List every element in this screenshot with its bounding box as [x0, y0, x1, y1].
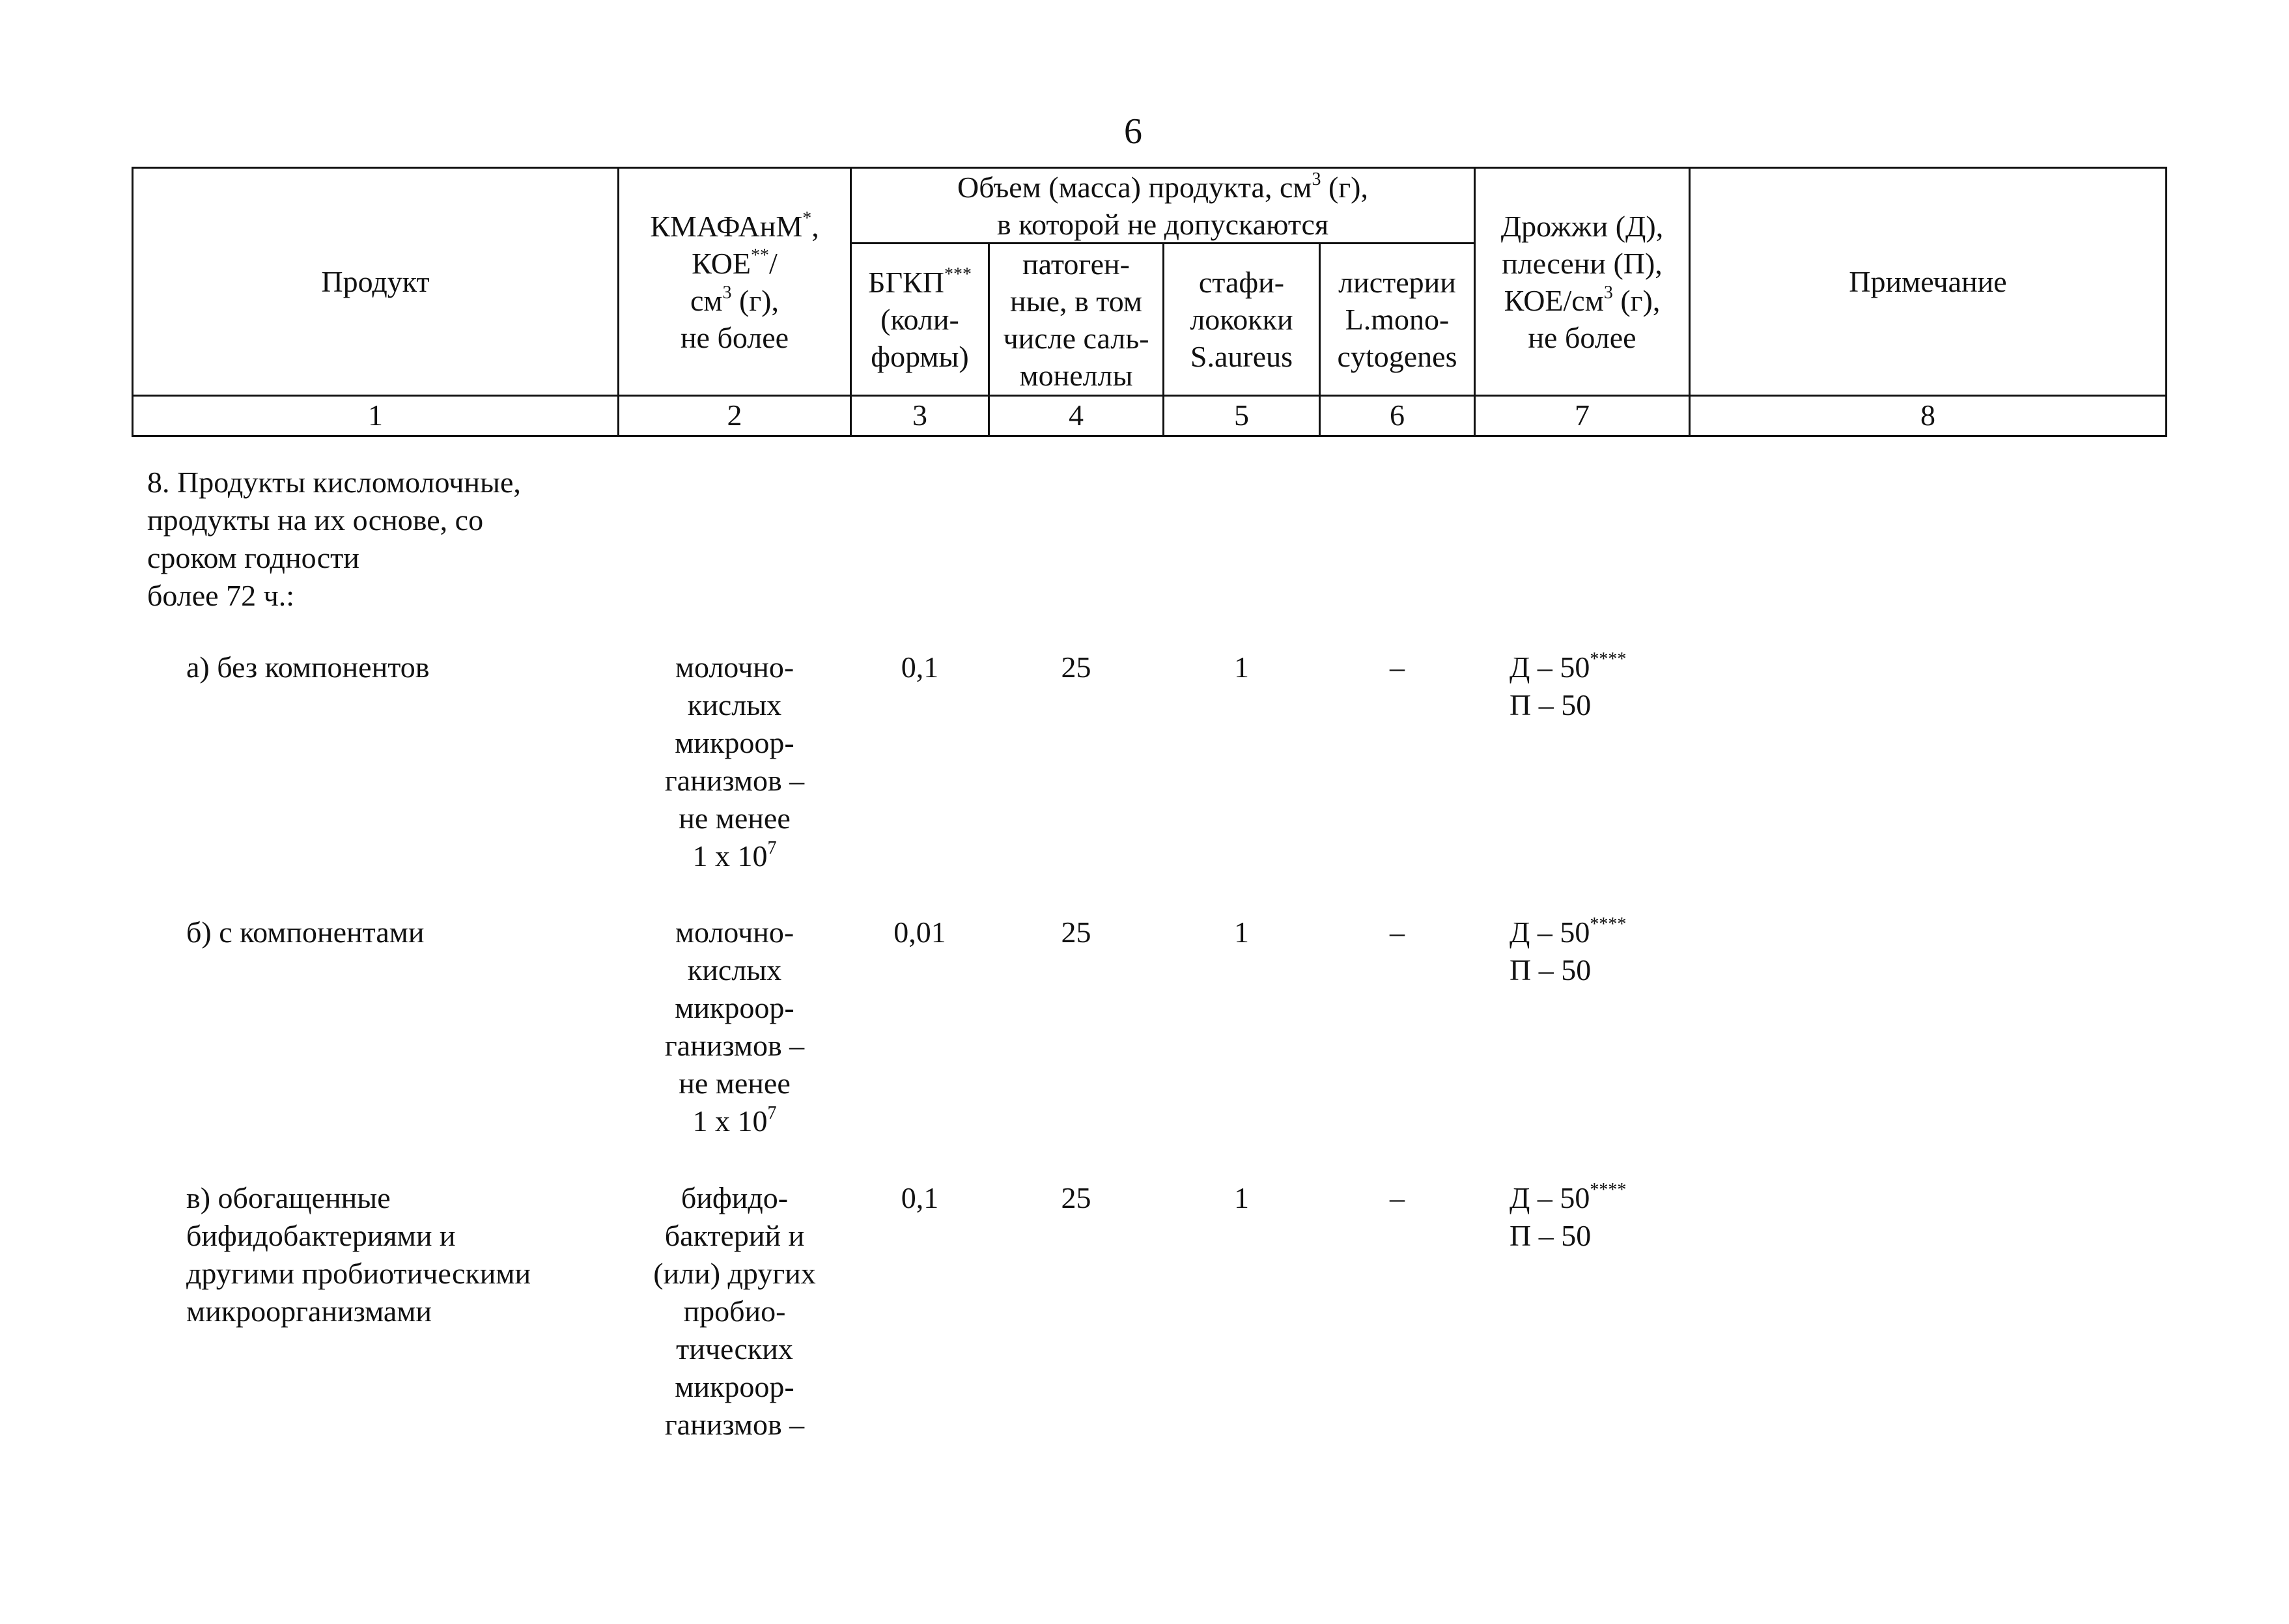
col-number-4: 4	[1069, 399, 1084, 432]
header-pathogens: патоген- ные, в том числе саль- монеллы	[1003, 247, 1149, 392]
yeast-value: Д – 50****	[1510, 914, 1627, 949]
table-border-bottom	[132, 435, 2167, 437]
row-pathogens: 25	[1061, 1181, 1091, 1214]
row-bgkp: 0,1	[901, 1181, 939, 1214]
row-bgkp: 0,1	[901, 651, 939, 684]
header-bgkp-line-3: формы)	[871, 340, 969, 373]
mold-value: П – 50	[1510, 688, 1592, 721]
col-number-5: 5	[1234, 399, 1249, 432]
kmafanm-value: 1 х $10^7$	[692, 1103, 777, 1138]
row-kmafanm: бифидо- бактерий и (или) других пробио- тических микроор- ганизмов –	[653, 1181, 816, 1441]
kmafanm-value: 1 х $10^7$	[692, 838, 777, 873]
header-staph: стафи- лококки S.aureus	[1190, 266, 1293, 373]
row-pathogens: 25	[1061, 916, 1091, 949]
header-kmafanm-line-1: КМАФАнМ*,	[650, 208, 819, 243]
col-number-1: 1	[368, 399, 383, 432]
col-number-3: 3	[912, 399, 927, 432]
header-bgkp-line-1: БГКП***	[868, 264, 972, 299]
yeast-value: Д – 50****	[1510, 649, 1627, 684]
header-bgkp	[852, 244, 988, 395]
section-title: 8. Продукты кисломолочные, продукты на их основе, со сроком годности более 72 ч.:	[147, 466, 521, 612]
row-pathogens: 25	[1061, 651, 1091, 684]
header-bgkp-line-2: (коли-	[880, 303, 959, 336]
header-yeast-mold: Дрожжи (Д), плесени (П), КОЕ/$см^3$ (г), не более	[1500, 209, 1664, 354]
header-kmafanm-line-3: $см^3$ (г),	[690, 282, 779, 317]
mold-value: П – 50	[1510, 1219, 1592, 1252]
row-product: в) обогащенные бифидобактериями и другими пробиотическими микроорганизмами	[186, 1181, 531, 1328]
header-listeria: листерии L.mono- cytogenes	[1337, 266, 1457, 373]
row-staph: 1	[1234, 1181, 1249, 1214]
row-kmafanm: молочно- кислых микроор- ганизмов – не менее 1 х $10^7$	[619, 649, 850, 875]
row-product: а) без компонентов	[186, 651, 430, 684]
row-bgkp: 0,01	[893, 916, 946, 949]
row-product: б) с компонентами	[186, 916, 425, 949]
row-yeast-mold	[1510, 1179, 1626, 1255]
yeast-value: Д – 50****	[1510, 1180, 1627, 1214]
row-listeria: –	[1390, 916, 1405, 949]
col-number-8: 8	[1920, 399, 1935, 432]
mold-value: П – 50	[1510, 953, 1592, 987]
page-number: 6	[1124, 111, 1142, 152]
header-product: Продукт	[321, 265, 430, 298]
header-kmafanm	[619, 169, 850, 395]
header-note: Примечание	[1849, 265, 2007, 298]
col-number-2: 2	[727, 399, 742, 432]
table-border-header-bottom	[132, 395, 2167, 397]
row-staph: 1	[1234, 651, 1249, 684]
header-yeast-line-3: КОЕ/$см^3$ (г),	[1504, 282, 1661, 317]
header-volume-line-1: Объем (масса) продукта, $см^3$ (г),	[957, 169, 1368, 204]
row-yeast-mold	[1510, 914, 1626, 989]
table-border-right	[2165, 167, 2167, 437]
row-kmafanm: молочно- кислых микроор- ганизмов – не менее 1 х $10^7$	[619, 914, 850, 1140]
col-number-6: 6	[1390, 399, 1405, 432]
row-listeria: –	[1390, 1181, 1405, 1214]
header-kmafanm-line-4: не более	[680, 320, 789, 354]
row-yeast-mold	[1510, 649, 1626, 724]
col-number-7: 7	[1575, 399, 1590, 432]
header-volume-line-2: в которой не допускаются	[996, 207, 1329, 241]
row-listeria: –	[1390, 651, 1405, 684]
header-kmafanm-line-2: КОЕ**/	[692, 245, 778, 280]
header-volume-group	[852, 169, 1474, 242]
row-staph: 1	[1234, 916, 1249, 949]
